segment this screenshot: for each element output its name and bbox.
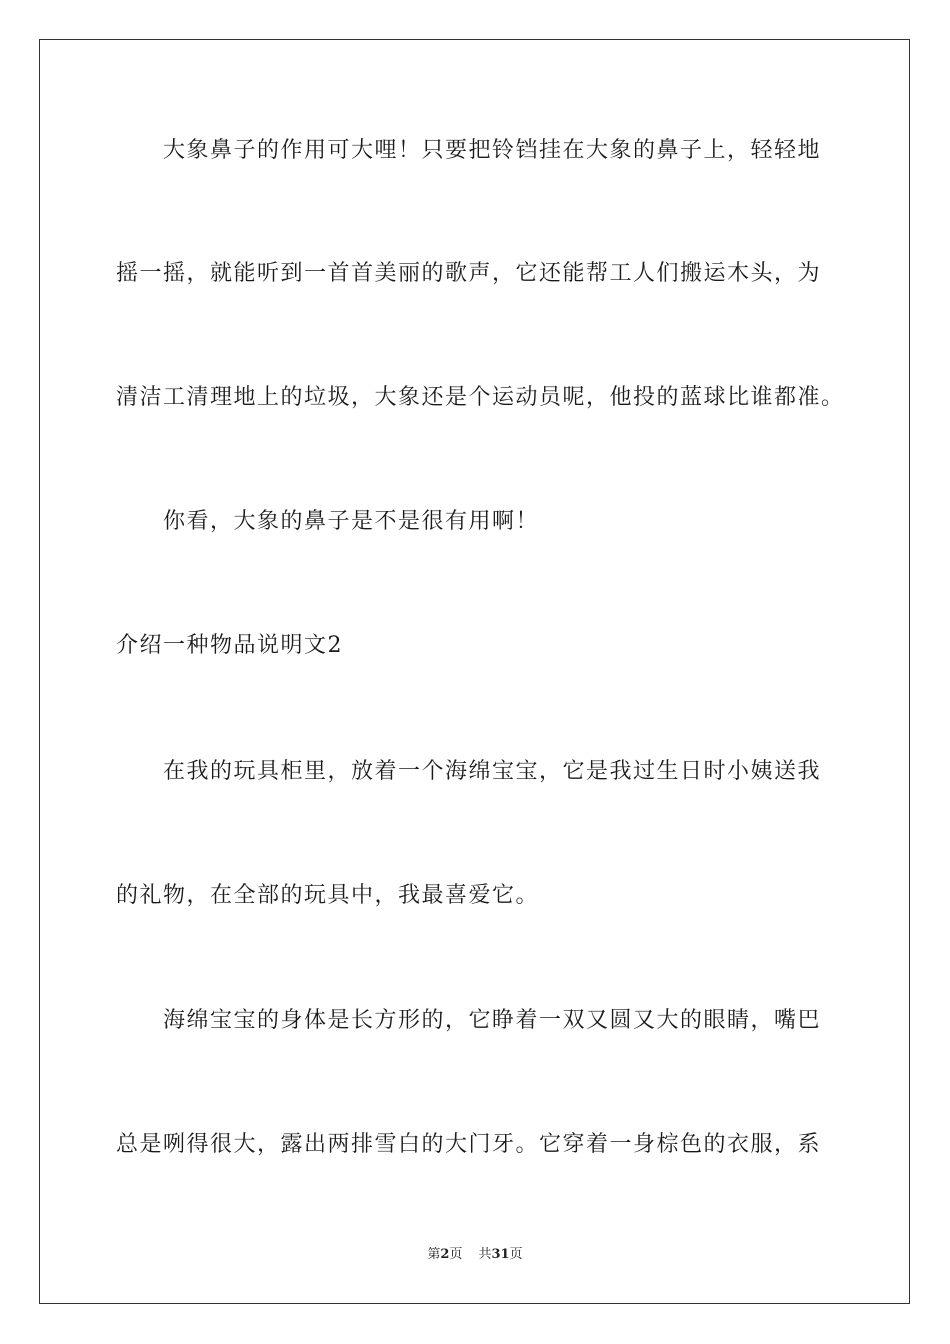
current-page-number: 2: [440, 1247, 450, 1262]
section-heading: 介绍一种物品说明文2: [116, 633, 343, 658]
footer-page-suffix: 页: [449, 1247, 463, 1262]
footer-total-prefix: 共: [478, 1247, 492, 1262]
paragraph-line: 总是咧得很大，露出两排雪白的大门牙。它穿着一身棕色的衣服，系: [116, 1132, 822, 1157]
paragraph-line: 清洁工清理地上的垃圾，大象还是个运动员呢，他投的蓝球比谁都准。: [116, 385, 845, 410]
page-border: [39, 39, 910, 1304]
paragraph-line: 摇一摇，就能听到一首首美丽的歌声，它还能帮工人们搬运木头，为: [116, 261, 822, 286]
paragraph-line: 你看，大象的鼻子是不是很有用啊！: [163, 509, 540, 534]
paragraph-line: 的礼物，在全部的玩具中，我最喜爱它。: [116, 883, 540, 908]
footer-total-suffix: 页: [509, 1247, 523, 1262]
paragraph-line: 在我的玩具柜里，放着一个海绵宝宝，它是我过生日时小姨送我: [163, 759, 822, 784]
paragraph-line: 大象鼻子的作用可大哩！只要把铃铛挂在大象的鼻子上，轻轻地: [163, 138, 822, 163]
paragraph-line: 海绵宝宝的身体是长方形的，它睁着一双又圆又大的眼睛，嘴巴: [163, 1008, 822, 1033]
total-pages-number: 31: [491, 1247, 510, 1262]
page-footer: [0, 1246, 950, 1264]
footer-prefix: 第: [427, 1247, 441, 1262]
